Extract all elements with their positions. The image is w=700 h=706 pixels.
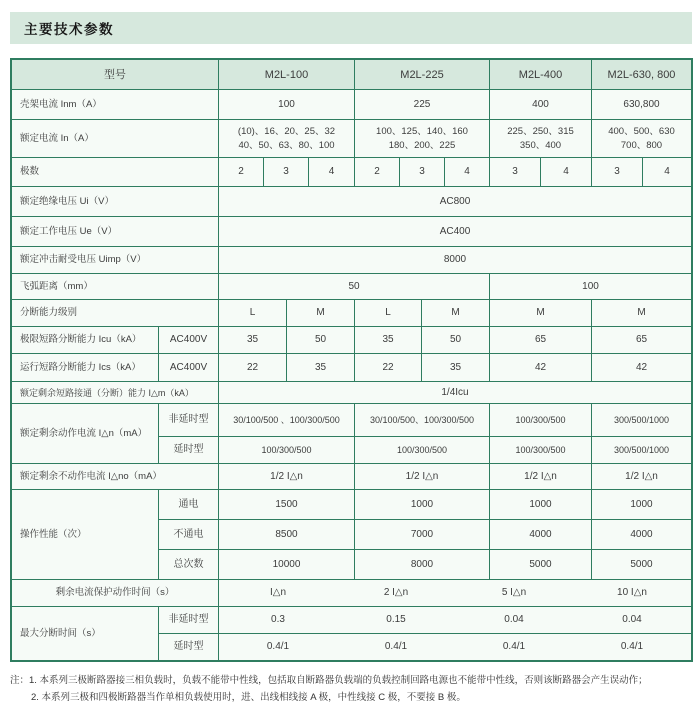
cell-value: 5000 [490,550,592,579]
subrow-non-delay [159,404,691,437]
cell-value: 3 [490,158,541,186]
cell-value: 10 I△n [617,587,647,598]
cell-value: 100/300/500 [490,404,592,436]
cell-value: 50 [287,327,355,353]
row-label: 壳架电流 Inm（A） [12,90,219,119]
cell-value: 1/2 I△n [490,464,592,489]
cell-value: 22 [355,354,422,381]
row-label: 剩余电流保护动作时间（s） [12,580,219,606]
cell-value: 4000 [490,520,592,549]
row-working-voltage [12,217,691,247]
cell-value: M [637,307,646,318]
cell-value: 65 [490,327,592,353]
header-model-m2l-630-800: M2L-630, 800 [607,68,676,81]
cell-value: 2 [219,158,264,186]
row-label: 飞弧距离（mm） [12,274,219,299]
cell-value [592,120,691,157]
row-label: 额定冲击耐受电压 Uimp（V） [12,247,219,273]
header-model-m2l-400: M2L-400 [490,60,592,89]
value-line: 180、200、225 [388,139,456,151]
cell-value: 630,800 [623,98,660,110]
cell-value: L [355,300,422,326]
cell-value: 2 I△n [383,587,409,598]
row-label: 额定绝缘电压 Ui（V） [12,187,219,216]
cell-value: 42 [490,354,592,381]
cell-value: 50 [422,327,490,353]
row-sublabel: AC400V [159,354,219,381]
cell-value: 0.4/1 [266,641,290,652]
cell-value: 1/2 I△n [219,464,355,489]
value-line: 40、50、63、80、100 [238,139,335,151]
subrow-stack [159,490,691,579]
subrow-delay [159,634,691,660]
cell-value: 1500 [219,490,355,519]
row-residual-time [12,580,691,607]
cell-value-spread [219,607,691,633]
header-model-m2l-100: M2L-100 [219,60,355,89]
cell-value: 65 [635,334,648,345]
cell-value: 35 [355,327,422,353]
cell-value: M [287,300,355,326]
cell-value: 400 [490,90,592,119]
cell-value: 7000 [355,520,490,549]
row-breaking-level [12,300,691,327]
cell-value: 35 [287,354,355,381]
footnotes [10,672,693,706]
cell-value: 0.15 [386,614,406,625]
cell-value: 1000 [355,490,490,519]
cell-value [355,120,490,157]
cell-value: 1/2 I△n [625,470,658,482]
cell-value: L [219,300,287,326]
header-model-m2l-225: M2L-225 [355,60,490,89]
cell-value: 4 [445,158,490,186]
cell-value: 225 [355,90,490,119]
rowgroup-idn [12,404,691,464]
row-sublabel: 总次数 [159,550,219,579]
section-title-band [10,12,692,44]
row-impulse-voltage [12,247,691,274]
cell-value: 100/300/500 [219,437,355,463]
cell-value: 0.4/1 [502,641,526,652]
row-label: 额定剩余短路接通（分断）能力 I△m（kA） [12,382,219,403]
row-sublabel: AC400V [159,327,219,353]
cell-value: 4 [541,158,592,186]
value-line: 400、500、630 [608,125,675,137]
cell-value: AC400 [439,225,471,237]
row-ics [12,354,691,382]
cell-value: 42 [635,361,648,373]
cell-value: 4 [664,166,670,177]
cell-value: 0.4/1 [384,641,408,652]
spec-table [10,58,693,662]
subrow-total [159,550,691,579]
cell-value: 3 [592,158,643,186]
cell-value: 100 [582,280,599,292]
cell-value: 22 [219,354,287,381]
cell-value: M [422,300,490,326]
cell-value: 0.04 [622,614,642,625]
table-header-row [12,60,691,90]
cell-value: AC800 [439,195,471,207]
cell-value: 8000 [443,254,467,265]
cell-value-spread [219,634,691,660]
cell-value: 1/2 I△n [355,464,490,489]
cell-value: 3 [264,158,309,186]
row-rated-current [12,120,691,158]
value-line: 350、400 [519,139,562,151]
rowgroup-max-breaking-time [12,607,691,660]
row-sublabel: 非延时型 [159,607,219,633]
cell-value: 0.4/1 [620,641,644,652]
row-icu [12,327,691,354]
row-frame-current [12,90,691,120]
note-line-2: 2. 本系列三极和四极断路器当作单相负载使用时，进、出线相线接 A 极，中性线接 C 极，不要接 B 极。 [31,692,466,703]
subrow-delay [159,437,691,463]
row-sublabel: 通电 [159,490,219,519]
row-sublabel: 不通电 [159,520,219,549]
cell-value: M [490,300,592,326]
cell-value: 8000 [355,550,490,579]
row-label: 额定剩余动作电流 I△n（mA） [12,404,159,463]
row-label: 最大分断时间（s） [12,607,159,660]
cell-value: 1/4Icu [441,386,469,398]
cell-value: 2 [355,158,400,186]
cell-value: 1000 [490,490,592,519]
cell-value: 35 [219,327,287,353]
cell-value: 5000 [630,558,653,570]
cell-value: 35 [422,354,490,381]
row-idno [12,464,691,490]
cell-value: I△n [269,587,287,598]
cell-value: 0.3 [271,614,285,625]
row-label: 额定剩余不动作电流 I△no（mA） [12,464,219,489]
row-idm [12,382,691,404]
row-sublabel: 延时型 [159,634,219,660]
cell-value: 10000 [219,550,355,579]
header-model-label: 型号 [12,60,219,89]
row-label: 额定工作电压 Ue（V） [12,217,219,246]
row-label: 极数 [12,158,219,186]
subrow-stack [159,607,691,660]
value-line: 100、125、140、160 [376,125,468,137]
rowgroup-operation [12,490,691,580]
value-line: (10)、16、20、25、32 [237,125,336,137]
subrow-non-delay [159,607,691,634]
row-sublabel: 非延时型 [159,404,219,436]
page-title: 主要技术参数 [24,22,114,37]
value-line: 700、800 [620,139,663,151]
cell-value: 8500 [219,520,355,549]
cell-value: 0.04 [504,614,524,625]
cell-value: 100 [219,90,355,119]
row-label: 运行短路分断能力 Ics（kA） [12,354,159,381]
cell-value: 30/100/500、100/300/500 [355,404,490,436]
cell-value: 30/100/500 、100/300/500 [219,404,355,436]
subrow-energized [159,490,691,520]
cell-value: 5 I△n [501,587,527,598]
row-label: 分断能力级别 [12,300,219,326]
row-poles [12,158,691,187]
row-label: 额定电流 In（A） [12,120,219,157]
cell-value: 1000 [630,498,653,510]
subrow-non-energized [159,520,691,550]
cell-value-spread [219,580,691,606]
row-insulation-voltage [12,187,691,217]
row-arc-distance [12,274,691,300]
cell-value: 50 [219,274,490,299]
subrow-stack [159,404,691,463]
cell-value: 3 [400,158,445,186]
cell-value [219,120,355,157]
cell-value [490,120,592,157]
cell-value: 300/500/1000 [613,415,670,425]
row-label: 操作性能（次） [12,490,159,579]
cell-value: 100/300/500 [490,437,592,463]
cell-value: 100/300/500 [355,437,490,463]
cell-value: 4 [309,158,355,186]
row-label: 极限短路分断能力 Icu（kA） [12,327,159,353]
value-line: 225、250、315 [507,125,574,137]
note-line-1: 注：1. 本系列三极断路器接三相负载时，负载不能带中性线，包括取自断路器负载端的负载控制回路电源也不能带中性线，否则该断路器会产生误动作； [10,675,648,686]
cell-value: 300/500/1000 [613,445,670,455]
cell-value: 4000 [630,528,653,540]
row-sublabel: 延时型 [159,437,219,463]
